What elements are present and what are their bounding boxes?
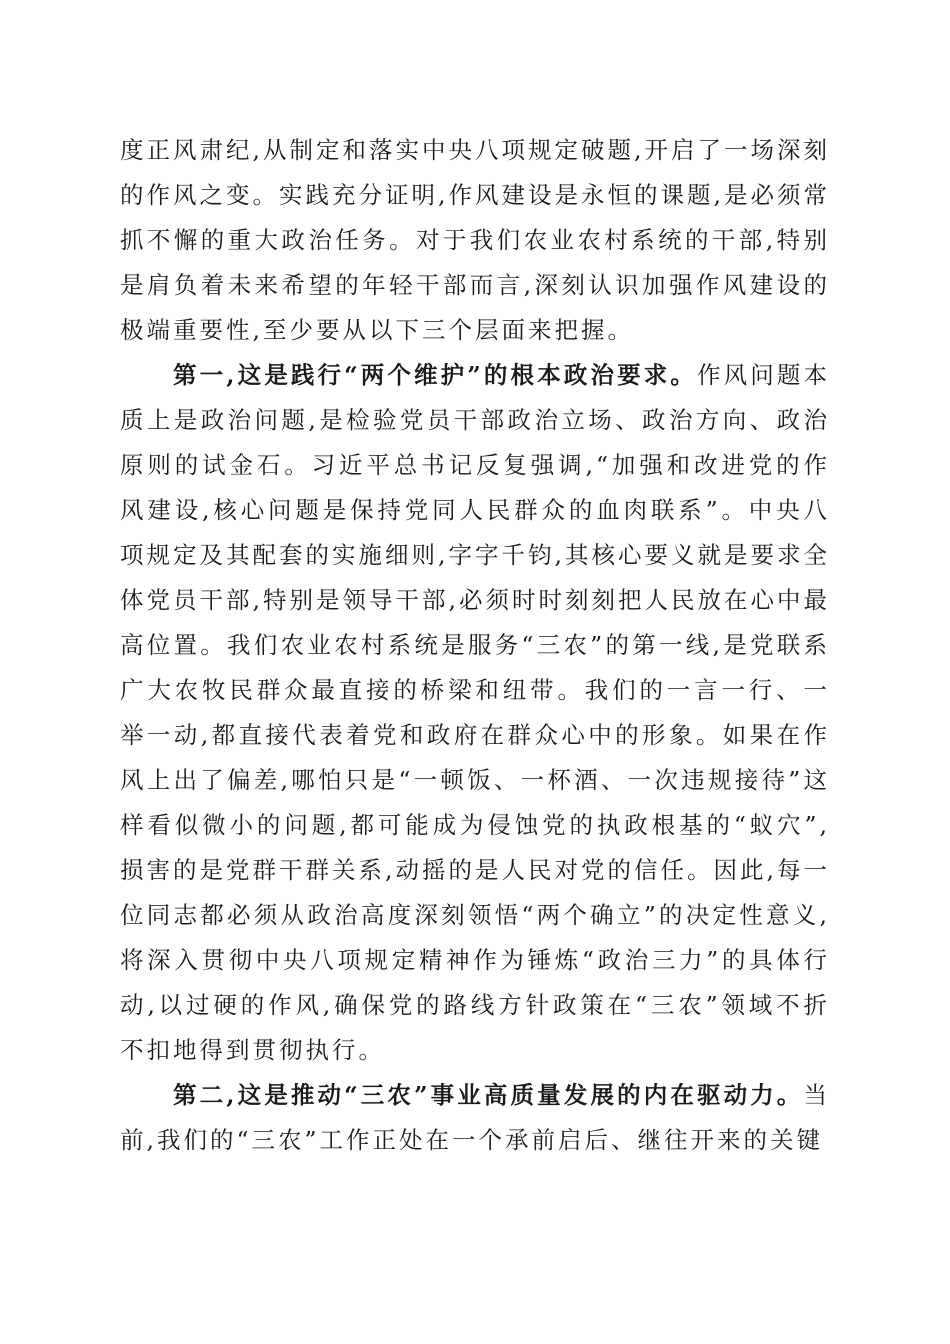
paragraph-intro	[120, 128, 830, 353]
document-page	[120, 128, 830, 1163]
paragraph-intro-text: 度正风肃纪,从制定和落实中央八项规定破题,开启了一场深刻的作风之变。实践充分证明,作风建设是永恒的课题,是必须常抓不懈的重大政治任务。对于我们农业农村系统的干部,特别是肩负着未来希望的年轻干部而言,深刻认识加强作风建设的极端重要性,至少要从以下三个层面来把握。	[120, 136, 830, 344]
paragraph-first-point-heading: 第一,这是践行“两个维护”的根本政治要求。	[173, 361, 697, 389]
paragraph-first-point	[120, 353, 830, 1073]
paragraph-second-point	[120, 1073, 830, 1163]
paragraph-first-point-text: 作风问题本质上是政治问题,是检验党员干部政治立场、政治方向、政治原则的试金石。习近平总书记反复强调,“加强和改进党的作风建设,核心问题是保持党同人民群众的血肉联系”。中央八项规定及其配套的实施细则,字字千钧,其核心要义就是要求全体党员干部,特别是领导干部,必须时时刻刻把人民放在心中最高位置。我们农业农村系统是服务“三农”的第一线,是党联系广大农牧民群众最直接的桥梁和纽带。我们的一言一行、一举一动,都直接代表着党和政府在群众心中的形象。如果在作风上出了偏差,哪怕只是“一顿饭、一杯酒、一次违规接待”这样看似微小的问题,都可能成为侵蚀党的执政根基的“蚁穴”,损害的是党群干群关系,动摇的是人民对党的信任。因此,每一位同志都必须从政治高度深刻领悟“两个确立”的决定性意义,将深入贯彻中央八项规定精神作为锤炼“政治三力”的具体行动,以过硬的作风,确保党的路线方针政策在“三农”领域不折不扣地得到贯彻执行。	[120, 361, 831, 1064]
paragraph-second-point-heading: 第二,这是推动“三农”事业高质量发展的内在驱动力。	[173, 1081, 804, 1109]
paragraph-second-point-text: 当前,我们的“三农”工作正处在一个承前启后、继往开来的关键	[120, 1081, 830, 1154]
